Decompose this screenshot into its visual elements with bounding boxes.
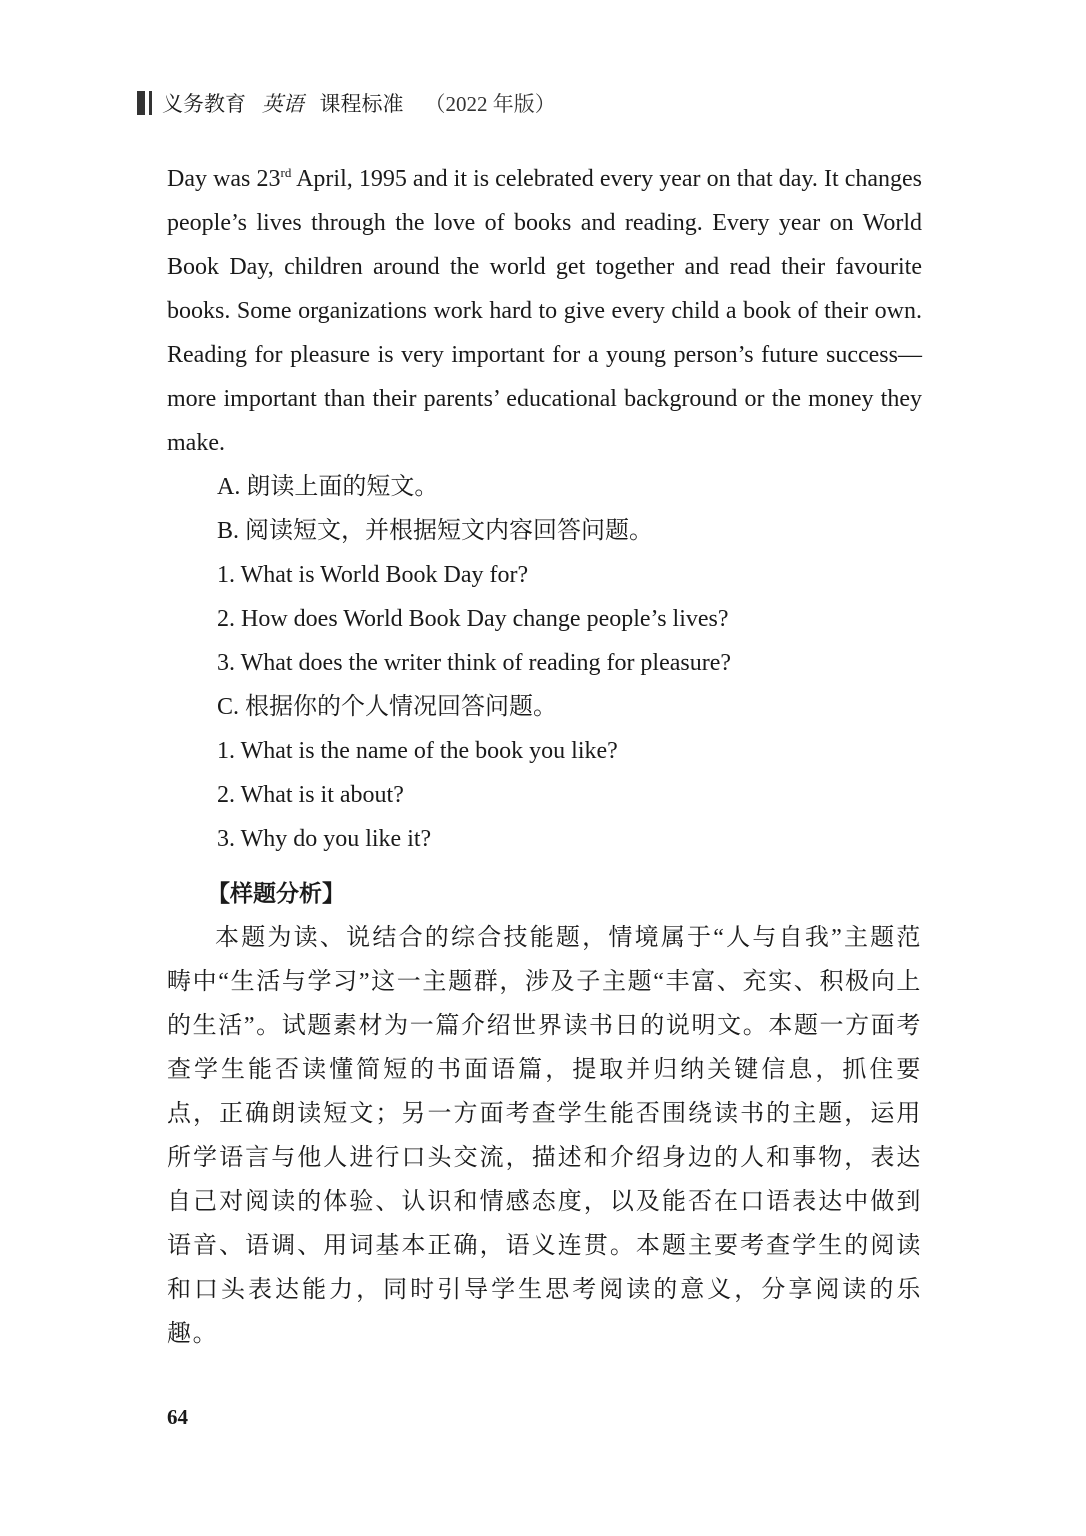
header-bar-thick	[137, 91, 145, 115]
task-b-question-2: 2. How does World Book Day change people’s lives?	[217, 606, 729, 632]
passage-before-sup: Day was 23	[167, 166, 281, 192]
header-subject: 英语	[261, 92, 304, 116]
passage-paragraph	[167, 157, 922, 465]
header-edition: （2022 年版）	[424, 92, 556, 116]
task-a: A. 朗读上面的短文。	[217, 474, 439, 500]
header-text	[162, 88, 556, 118]
passage-after-sup: April, 1995 and it is celebrated every year on that day. It changes people’s lives through the love of books and reading. Every year on World Book Day, children around the world get together and read their favourite books. Some organizations work hard to give every child a book of their own. Reading for pleasure is very important for a young person’s future success—more important than their parents’ educational background or the money they make.	[167, 166, 922, 456]
task-c: C. 根据你的个人情况回答问题。	[217, 694, 558, 720]
analysis-paragraph: 本题为读、说结合的综合技能题，情境属于“人与自我”主题范畴中“生活与学习”这一主题群，涉及子主题“丰富、充实、积极向上的生活”。试题素材为一篇介绍世界读书日的说明文。本题一方面考查学生能否读懂简短的书面语篇，提取并归纳关键信息，抓住要点，正确朗读短文；另一方面考查学生能否围绕读书的主题，运用所学语言与他人进行口头交流，描述和介绍身边的人和事物，表达自己对阅读的体验、认识和情感态度，以及能否在口语表达中做到语音、语调、用词基本正确，语义连贯。本题主要考查学生的阅读和口头表达能力，同时引导学生思考阅读的意义，分享阅读的乐趣。	[167, 925, 922, 1347]
analysis-heading: 【样题分析】	[207, 881, 345, 907]
header-bars-icon	[137, 91, 152, 115]
passage-ordinal-suffix: rd	[280, 165, 292, 180]
header-series: 义务教育	[162, 92, 246, 116]
header-bar-thin	[149, 91, 152, 115]
task-b-question-1: 1. What is World Book Day for?	[217, 562, 529, 588]
task-c-question-1: 1. What is the name of the book you like?	[217, 738, 618, 764]
task-b-question-3: 3. What does the writer think of reading for pleasure?	[217, 650, 732, 676]
page-number: 64	[167, 1405, 188, 1429]
task-b: B. 阅读短文，并根据短文内容回答问题。	[217, 518, 654, 544]
page-content	[167, 157, 922, 1356]
header-title: 课程标准	[319, 92, 404, 116]
task-c-question-2: 2. What is it about?	[217, 782, 404, 808]
running-header	[137, 90, 556, 116]
task-c-question-3: 3. Why do you like it?	[217, 826, 432, 852]
